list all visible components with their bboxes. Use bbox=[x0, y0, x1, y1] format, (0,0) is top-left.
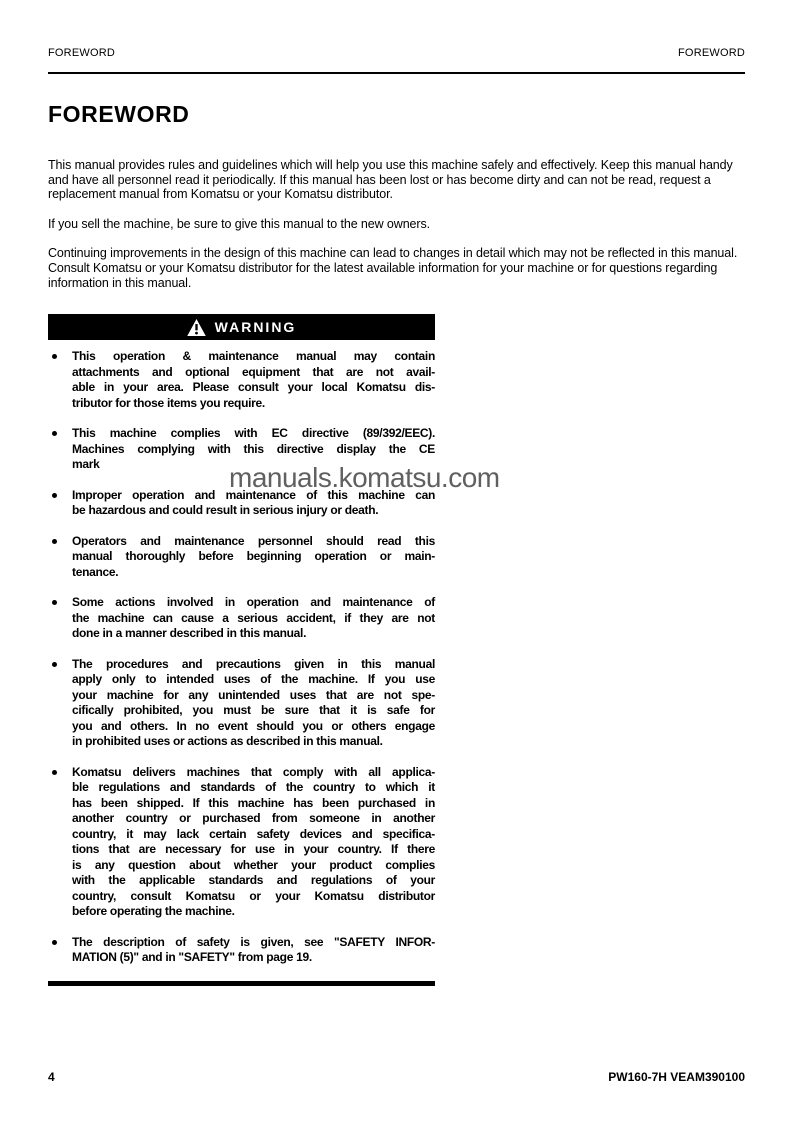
bullet-item bbox=[48, 657, 435, 750]
bullet-text bbox=[72, 657, 435, 750]
bullet-item bbox=[48, 765, 435, 920]
bullet-line: This machine complies with EC directive (89/392/EEC). bbox=[72, 426, 435, 441]
bullet-dot-icon bbox=[52, 770, 57, 775]
bullet-text bbox=[72, 349, 435, 411]
bullet-text bbox=[72, 935, 435, 966]
bullet-text bbox=[72, 426, 435, 473]
bullet-item bbox=[48, 488, 435, 519]
page-footer bbox=[48, 1070, 745, 1084]
bullet-line: able in your area. Please consult your local Komatsu dis- bbox=[72, 380, 435, 395]
bullet-line: manual thoroughly before beginning operation or main- bbox=[72, 549, 435, 564]
bullet-dot-icon bbox=[52, 354, 57, 359]
warning-triangle-icon bbox=[187, 319, 206, 336]
bullet-line: apply only to intended uses of the machine. If you use bbox=[72, 672, 435, 687]
running-header-right: FOREWORD bbox=[678, 47, 745, 59]
bullet-line: attachments and optional equipment that are not avail- bbox=[72, 364, 435, 379]
bullet-dot-icon bbox=[52, 940, 57, 945]
bullet-line: tributor for those items you require. bbox=[72, 395, 265, 410]
bullet-line: the machine can cause a serious accident, if they are not bbox=[72, 610, 435, 625]
bullet-line: This operation & maintenance manual may contain bbox=[72, 349, 435, 364]
bullet-line: country, it may lack certain safety devices and specifica- bbox=[72, 826, 435, 841]
bullet-dot-icon bbox=[52, 539, 57, 544]
bullet-dot-icon bbox=[52, 431, 57, 436]
bullet-item bbox=[48, 349, 435, 411]
bullet-dot-icon bbox=[52, 493, 57, 498]
bullet-line: country, consult Komatsu or your Komatsu distributor bbox=[72, 888, 435, 903]
bullet-line: tions that are necessary for use in your country. If there bbox=[72, 842, 435, 857]
bullet-text bbox=[72, 488, 435, 519]
bullet-item bbox=[48, 595, 435, 642]
footer-doc-code: PW160-7H VEAM390100 bbox=[608, 1070, 745, 1084]
bullet-text bbox=[72, 595, 435, 642]
warning-bottom-rule bbox=[48, 981, 435, 986]
bullet-line: before operating the machine. bbox=[72, 904, 235, 919]
bullet-line: Operators and maintenance personnel should read this bbox=[72, 533, 435, 548]
bullet-line: you and others. In no event should you or others engage bbox=[72, 718, 435, 733]
bullet-line: tenance. bbox=[72, 564, 119, 579]
bullet-line: Improper operation and maintenance of this machine can bbox=[72, 487, 435, 502]
paragraph: If you sell the machine, be sure to give this manual to the new owners. bbox=[48, 216, 430, 231]
bullet-text bbox=[72, 534, 435, 581]
page-title: FOREWORD bbox=[48, 101, 190, 127]
paragraph: Continuing improvements in the design of this machine can lead to changes in detail which may not be reflected in this manual. Consult Komatsu or your Komatsu distributor for the latest available information for your machine or for questions regarding information in this manual. bbox=[48, 246, 738, 290]
bullet-line: in prohibited uses or actions as described in this manual. bbox=[72, 734, 383, 749]
bullet-line: has been shipped. If this machine has been purchased in bbox=[72, 795, 435, 810]
bullet-dot-icon bbox=[52, 600, 57, 605]
paragraph: This manual provides rules and guidelines which will help you use this machine safely and effectively. Keep this manual handy and have all personnel read it periodically. If this manual has been lost or has become dirty and can not be read, request a replacement manual from Komatsu or your Komatsu distributor. bbox=[48, 158, 733, 202]
bullet-line: another country or purchased from someone in another bbox=[72, 811, 435, 826]
intro-paragraphs bbox=[48, 158, 745, 290]
bullet-line: with the applicable standards and regulations of your bbox=[72, 873, 435, 888]
bullet-line: Some actions involved in operation and maintenance of bbox=[72, 595, 435, 610]
warning-banner-label: WARNING bbox=[214, 319, 297, 336]
bullet-line: The description of safety is given, see "SAFETY INFOR- bbox=[72, 934, 435, 949]
running-header bbox=[48, 47, 745, 74]
footer-page-number: 4 bbox=[48, 1070, 55, 1084]
bullet-list bbox=[48, 349, 435, 966]
bullet-line: done in a manner described in this manual. bbox=[72, 626, 307, 641]
bullet-item bbox=[48, 935, 435, 966]
bullet-dot-icon bbox=[52, 662, 57, 667]
bullet-item bbox=[48, 426, 435, 473]
warning-block bbox=[48, 314, 435, 986]
bullet-item bbox=[48, 534, 435, 581]
bullet-line: be hazardous and could result in serious injury or death. bbox=[72, 503, 379, 518]
running-header-left: FOREWORD bbox=[48, 47, 115, 59]
bullet-line: ble regulations and standards of the country to which it bbox=[72, 780, 435, 795]
bullet-line: mark bbox=[72, 457, 100, 472]
bullet-line: is any question about whether your product complies bbox=[72, 857, 435, 872]
bullet-line: cifically prohibited, you must be sure that it is safe for bbox=[72, 703, 435, 718]
bullet-line: your machine for any unintended uses that are not spe- bbox=[72, 687, 435, 702]
bullet-line: Komatsu delivers machines that comply with all applica- bbox=[72, 764, 435, 779]
bullet-line: The procedures and precautions given in this manual bbox=[72, 656, 435, 671]
bullet-text bbox=[72, 765, 435, 920]
warning-banner bbox=[48, 314, 435, 340]
bullet-line: Machines complying with this directive display the CE bbox=[72, 441, 435, 456]
watermark: manuals.komatsu.com bbox=[229, 462, 500, 493]
bullet-line: MATION (5)" and in "SAFETY" from page 19. bbox=[72, 950, 312, 965]
